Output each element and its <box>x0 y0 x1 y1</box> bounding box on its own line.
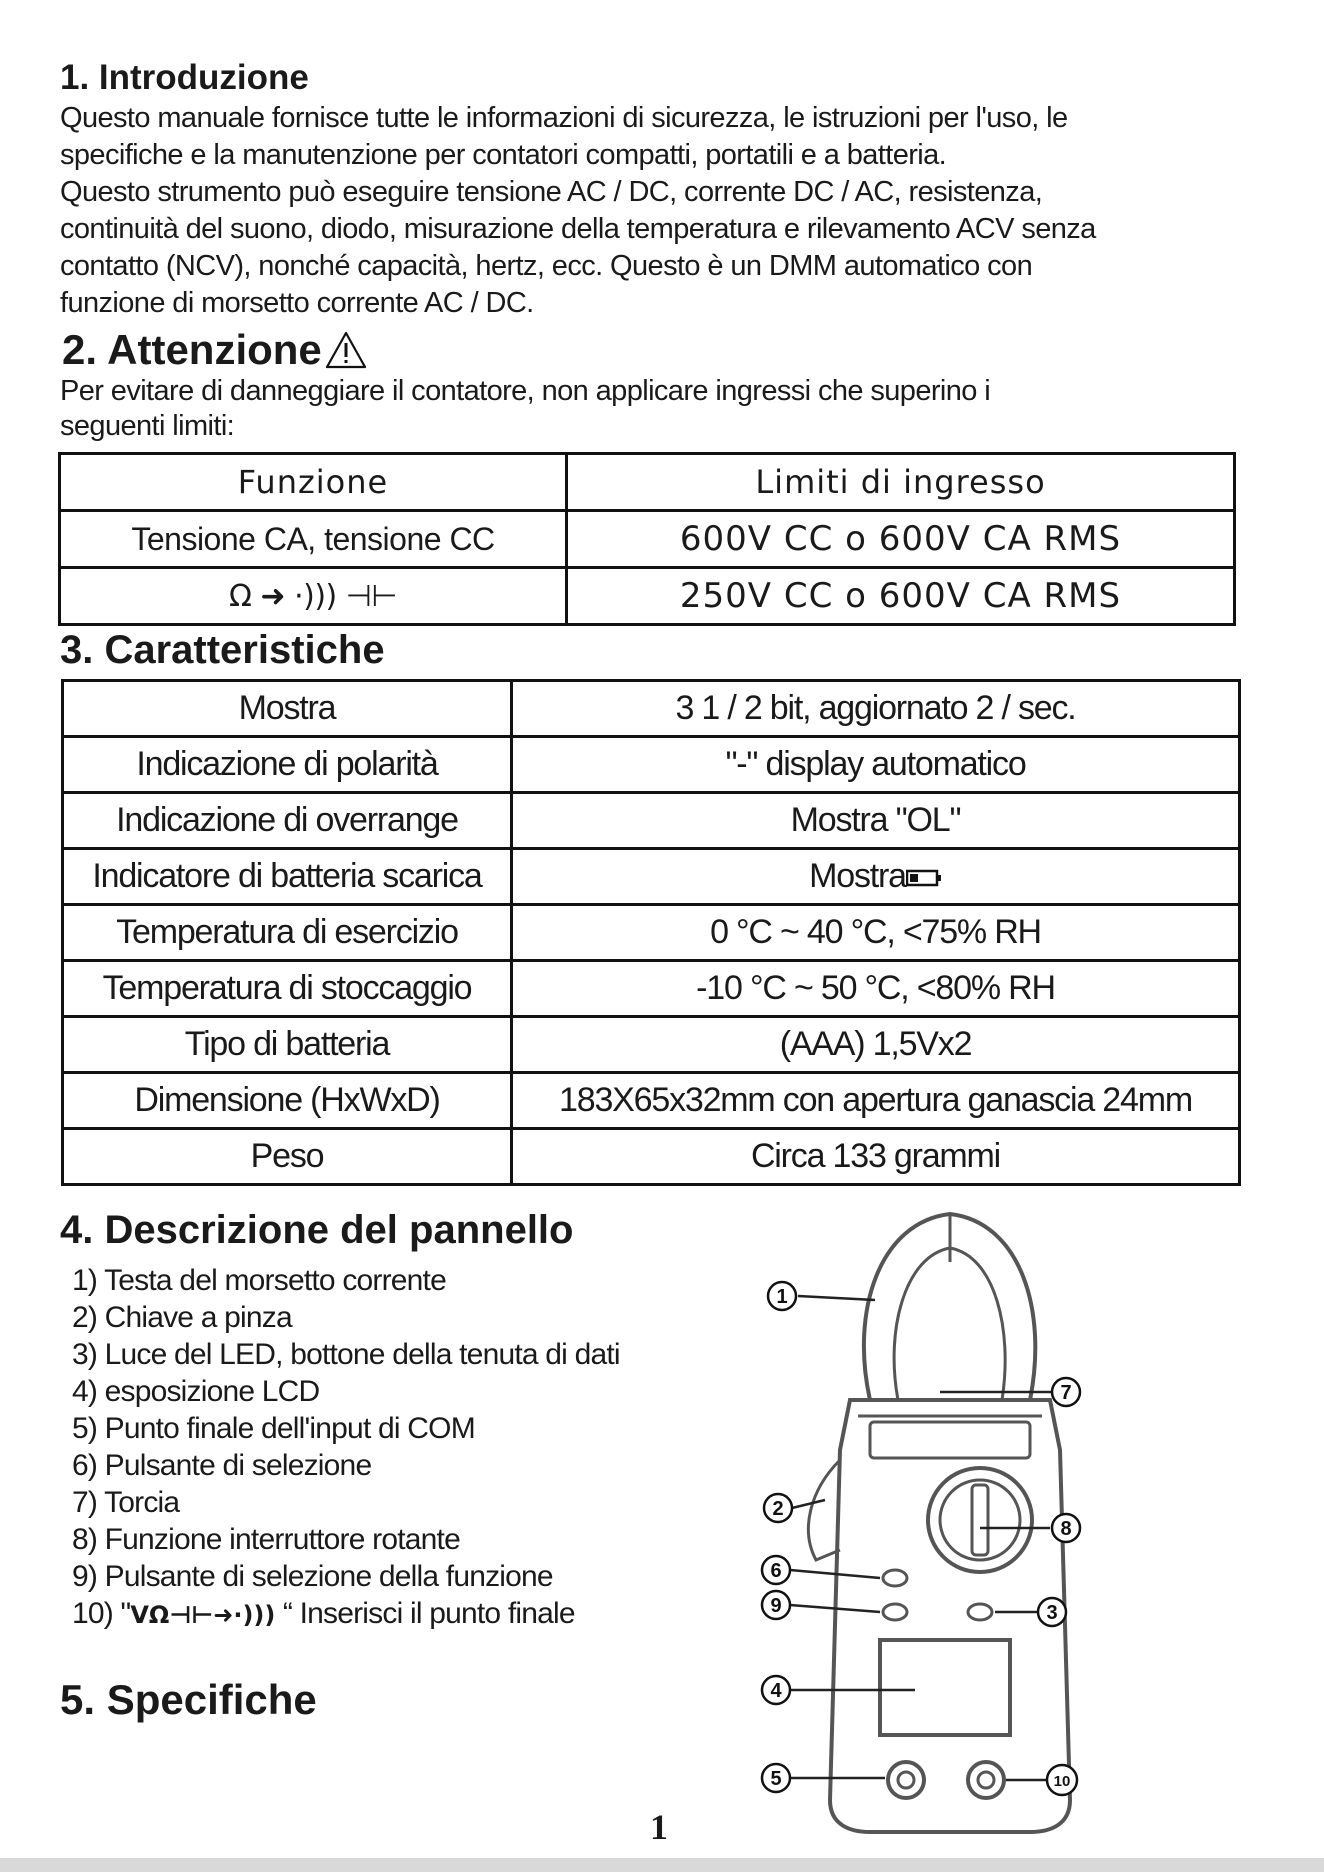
svg-text:2: 2 <box>772 1498 784 1520</box>
list-item <box>72 1595 620 1632</box>
text-line: Questo manuale fornisce tutte le informazioni di sicurezza, le istruzioni per l'uso, le <box>60 102 1068 134</box>
figure-callout <box>1038 1598 1066 1626</box>
input-limits-table <box>58 452 1236 626</box>
figure-callout <box>762 1556 790 1584</box>
text-line: contatto (NCV), nonché capacità, hertz, ecc. Questo è un DMM automatico con <box>60 250 1033 282</box>
text-line: seguenti limiti: <box>60 410 235 442</box>
table-cell: 600V CC o 600V CA RMS <box>567 511 1235 568</box>
svg-text:8: 8 <box>1060 1518 1072 1540</box>
table-row <box>63 737 1240 793</box>
table-row <box>60 511 1235 568</box>
table-row <box>60 568 1235 625</box>
table-cell <box>512 849 1240 905</box>
table-cell: Peso <box>63 1129 512 1185</box>
table-row <box>63 905 1240 961</box>
table-row <box>63 849 1240 905</box>
table-cell: Dimensione (HxWxD) <box>63 1073 512 1129</box>
table-cell: Indicazione di polarità <box>63 737 512 793</box>
table-cell: 183X65x32mm con apertura ganascia 24mm <box>512 1073 1240 1129</box>
table-row <box>63 1073 1240 1129</box>
table-cell: 0 °C ~ 40 °C, <75% RH <box>512 905 1240 961</box>
figure-callout <box>762 1764 790 1792</box>
table-row <box>63 1017 1240 1073</box>
clamp-meter-illustration <box>730 1200 1142 1840</box>
section-heading-specifications: 5. Specifiche <box>60 1676 317 1723</box>
figure-callout <box>762 1591 790 1619</box>
section-heading-features: 3. Caratteristiche <box>60 628 385 672</box>
figure-callout <box>762 1676 790 1704</box>
list-item: 5) Punto finale dell'input di COM <box>72 1412 475 1445</box>
figure-callout <box>768 1282 796 1310</box>
table-cell: -10 °C ~ 50 °C, <80% RH <box>512 961 1240 1017</box>
item10-prefix: 10) " <box>72 1597 131 1630</box>
text-line: continuità del suono, diodo, misurazione della temperatura e rilevamento ACV senza <box>60 213 1096 245</box>
svg-text:5: 5 <box>770 1768 782 1790</box>
svg-text:9: 9 <box>770 1595 782 1617</box>
table-header-row <box>60 454 1235 511</box>
list-item: 1) Testa del morsetto corrente <box>72 1264 446 1297</box>
table-row <box>63 681 1240 737</box>
introduction-paragraph <box>60 100 1260 322</box>
attention-paragraph <box>60 374 1260 444</box>
table-cell: "-" display automatico <box>512 737 1240 793</box>
list-item: 7) Torcia <box>72 1486 180 1519</box>
bottom-border <box>0 1858 1324 1872</box>
table-header-cell: Limiti di ingresso <box>567 454 1235 511</box>
table-row <box>63 793 1240 849</box>
figure-callout <box>764 1494 792 1522</box>
svg-text:3: 3 <box>1046 1602 1058 1624</box>
low-battery-text: Mostra <box>809 857 906 895</box>
list-item: 2) Chiave a pinza <box>72 1301 292 1334</box>
section-heading-attention <box>62 326 368 374</box>
battery-icon <box>906 868 942 888</box>
table-cell: Temperatura di stoccaggio <box>63 961 512 1017</box>
text-line: funzione di morsetto corrente AC / DC. <box>60 287 534 319</box>
figure-callout <box>1052 1514 1080 1542</box>
table-cell: Indicatore di batteria scarica <box>63 849 512 905</box>
attention-heading-text: 2. Attenzione <box>62 326 322 373</box>
page-number: 1 <box>650 1807 668 1847</box>
text-line: specifiche e la manutenzione per contatori compatti, portatili e a batteria. <box>60 139 947 171</box>
table-cell: Indicazione di overrange <box>63 793 512 849</box>
list-item: 9) Pulsante di selezione della funzione <box>72 1560 553 1593</box>
table-row <box>63 961 1240 1017</box>
text-line: Questo strumento può eseguire tensione AC / DC, corrente DC / AC, resistenza, <box>60 176 1043 208</box>
figure-callout <box>1052 1378 1080 1406</box>
table-cell: Tensione CA, tensione CC <box>60 511 567 568</box>
item10-suffix: “ Inserisci il punto finale <box>282 1597 575 1630</box>
svg-text:4: 4 <box>770 1680 782 1702</box>
features-table <box>61 679 1241 1186</box>
warning-triangle-icon <box>324 330 368 370</box>
table-cell: Mostra <box>63 681 512 737</box>
figure-callout <box>1047 1765 1077 1795</box>
section-heading-panel-description: 4. Descrizione del pannello <box>60 1208 574 1252</box>
section-heading-introduction: 1. Introduzione <box>60 58 309 97</box>
svg-text:1: 1 <box>776 1286 788 1308</box>
table-cell: 3 1 / 2 bit, aggiornato 2 / sec. <box>512 681 1240 737</box>
table-cell: Mostra "OL" <box>512 793 1240 849</box>
list-item: 6) Pulsante di selezione <box>72 1449 372 1482</box>
input-symbols: VΩ⊣⊢➜·))) <box>130 1601 276 1629</box>
list-item: 4) esposizione LCD <box>72 1375 320 1408</box>
table-cell: (AAA) 1,5Vx2 <box>512 1017 1240 1073</box>
list-item: 8) Funzione interruttore rotante <box>72 1523 460 1556</box>
svg-text:6: 6 <box>770 1560 782 1582</box>
table-header-cell: Funzione <box>60 454 567 511</box>
table-cell: 250V CC o 600V CA RMS <box>567 568 1235 625</box>
function-symbols-cell: Ω ➜ ·))) ⊣⊢ <box>60 568 567 625</box>
text-line: Per evitare di danneggiare il contatore, non applicare ingressi che superino i <box>60 375 991 407</box>
list-item: 3) Luce del LED, bottone della tenuta di dati <box>72 1338 620 1371</box>
table-row <box>63 1129 1240 1185</box>
panel-parts-list <box>72 1262 620 1632</box>
svg-text:7: 7 <box>1060 1382 1072 1404</box>
table-cell: Circa 133 grammi <box>512 1129 1240 1185</box>
table-cell: Temperatura di esercizio <box>63 905 512 961</box>
svg-text:10: 10 <box>1053 1773 1071 1790</box>
table-cell: Tipo di batteria <box>63 1017 512 1073</box>
